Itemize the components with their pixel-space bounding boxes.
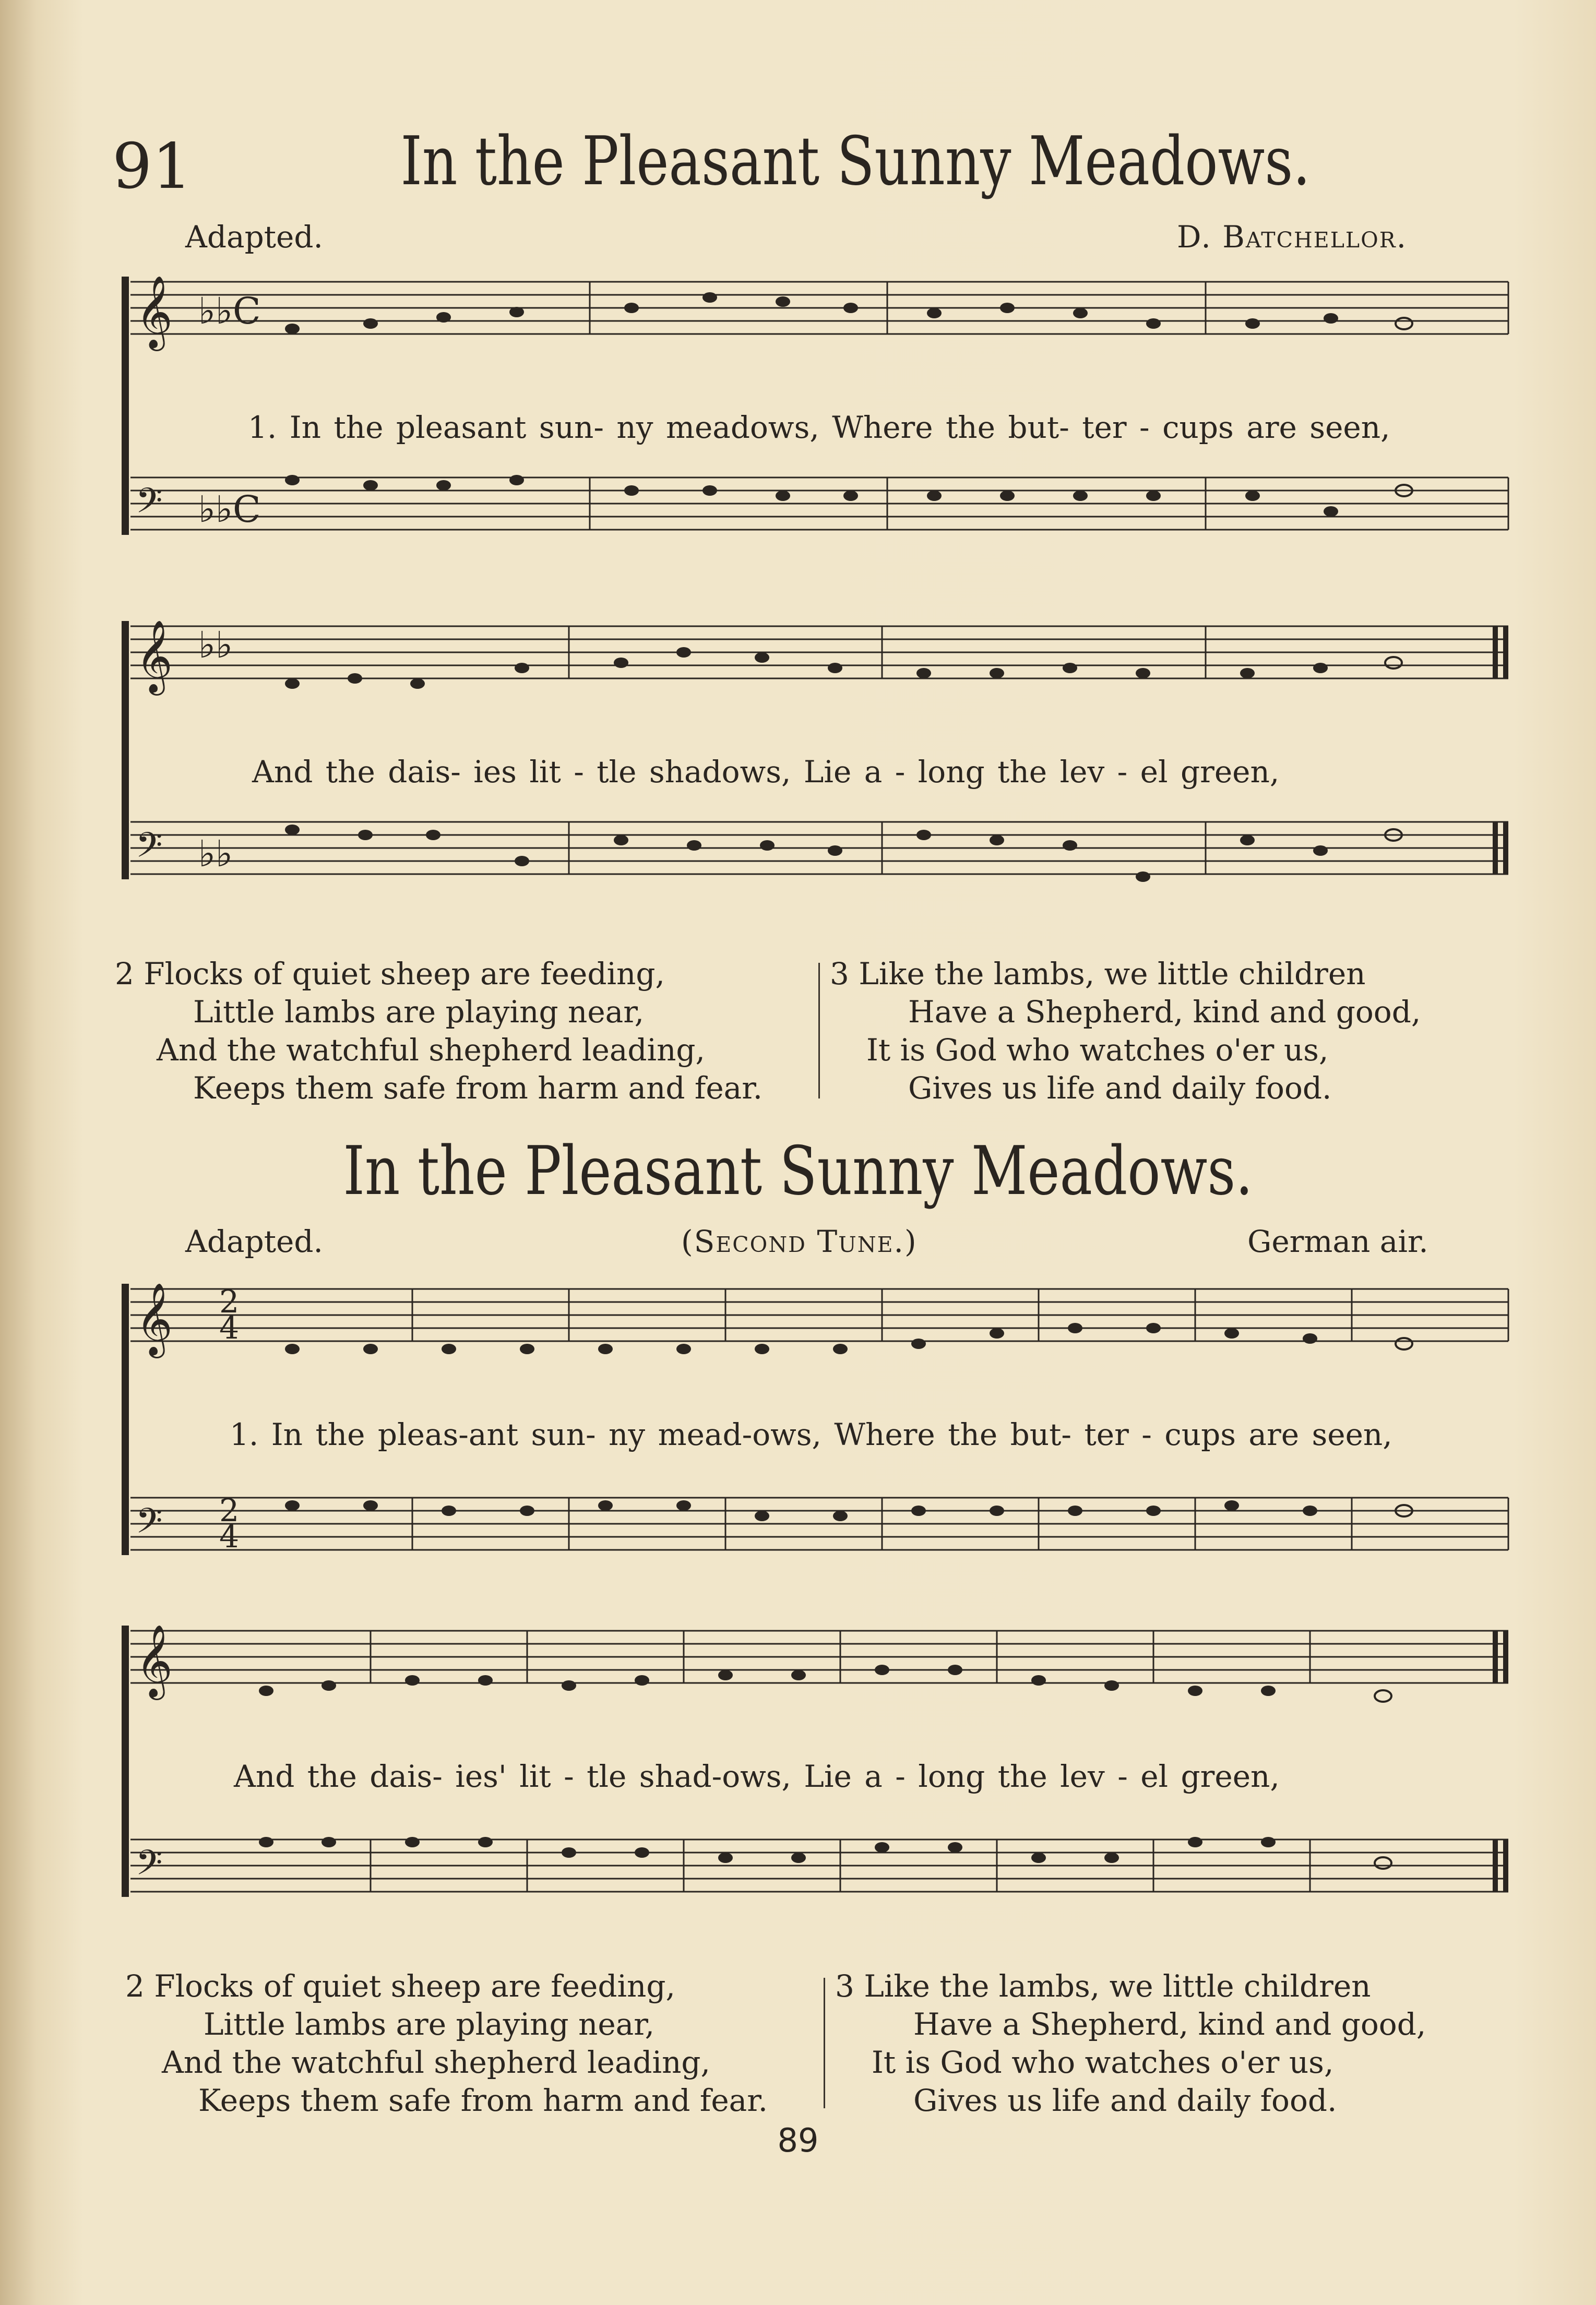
- hymn-number: 91: [112, 130, 192, 203]
- svg-text:𝄢: 𝄢: [136, 481, 163, 529]
- verse-line: 3 Like the lambs, we little children: [830, 956, 1366, 992]
- svg-text:4: 4: [219, 1310, 240, 1346]
- svg-text:𝄢: 𝄢: [136, 1501, 163, 1549]
- lyric-line-3: 1. In the pleas-ant sun- ny mead-ows, Where the but- ter - cups are seen,: [230, 1417, 1392, 1452]
- verse-line: It is God who watches o'er us,: [872, 2045, 1334, 2080]
- svg-text:♭♭: ♭♭: [198, 832, 233, 875]
- svg-text:𝄢: 𝄢: [136, 1843, 163, 1891]
- tune-label: (Second Tune.): [681, 1224, 918, 1259]
- svg-text:𝄞: 𝄞: [136, 1625, 173, 1697]
- svg-text:𝄞: 𝄞: [136, 1283, 173, 1355]
- verse-line: Keeps them safe from harm and fear.: [193, 1070, 763, 1106]
- svg-text:♭♭C: ♭♭C: [198, 488, 261, 531]
- verse-line: 2 Flocks of quiet sheep are feeding,: [125, 1968, 675, 2004]
- verse-line: And the watchful shepherd leading,: [162, 2045, 710, 2080]
- lyric-line-1: 1. In the pleasant sun- ny meadows, Where the but- ter - cups are seen,: [248, 410, 1390, 445]
- verse-2-block: [115, 955, 763, 1107]
- svg-text:𝄞: 𝄞: [136, 276, 173, 348]
- svg-text:2: 2: [219, 1284, 240, 1320]
- verse-line: Gives us life and daily food.: [908, 1070, 1332, 1106]
- svg-text:♭♭: ♭♭: [198, 624, 233, 666]
- page-number: 89: [777, 2121, 819, 2159]
- verse-line: Gives us life and daily food.: [913, 2083, 1337, 2118]
- verse-line: Keeps them safe from harm and fear.: [198, 2083, 768, 2118]
- music-credit-2: German air.: [1247, 1224, 1428, 1259]
- page-title: In the Pleasant Sunny Meadows.: [400, 123, 1311, 200]
- lyric-line-4: And the dais- ies' lit - tle shad-ows, Lie a - long the lev - el green,: [234, 1759, 1280, 1794]
- verse-3-block-second: [835, 1967, 1426, 2120]
- verse-line: Little lambs are playing near,: [204, 2007, 655, 2042]
- words-credit: Adapted.: [185, 219, 323, 255]
- verse-line: 2 Flocks of quiet sheep are feeding,: [115, 956, 665, 992]
- verse-divider: [818, 963, 820, 1098]
- lyric-line-2: And the dais- ies lit - tle shadows, Lie a - long the lev - el green,: [252, 754, 1280, 790]
- verse-line: Little lambs are playing near,: [193, 994, 645, 1030]
- verse-3-block: [830, 955, 1421, 1107]
- svg-text:𝄢: 𝄢: [136, 825, 163, 874]
- svg-text:𝄞: 𝄞: [136, 620, 173, 692]
- svg-text:4: 4: [219, 1519, 240, 1555]
- second-tune-title: In the Pleasant Sunny Meadows.: [343, 1132, 1253, 1210]
- verse-divider: [824, 1978, 825, 2108]
- verse-line: 3 Like the lambs, we little children: [835, 1968, 1371, 2004]
- verse-2-block-second: [125, 1967, 768, 2120]
- verse-line: It is God who watches o'er us,: [866, 1032, 1329, 1068]
- music-credit: D. Batchellor.: [1177, 219, 1408, 255]
- svg-text:♭♭C: ♭♭C: [198, 290, 261, 332]
- words-credit-2: Adapted.: [185, 1224, 323, 1259]
- verse-line: Have a Shepherd, kind and good,: [913, 2007, 1426, 2042]
- svg-text:2: 2: [219, 1492, 240, 1529]
- verse-line: Have a Shepherd, kind and good,: [908, 994, 1421, 1030]
- verse-line: And the watchful shepherd leading,: [157, 1032, 705, 1068]
